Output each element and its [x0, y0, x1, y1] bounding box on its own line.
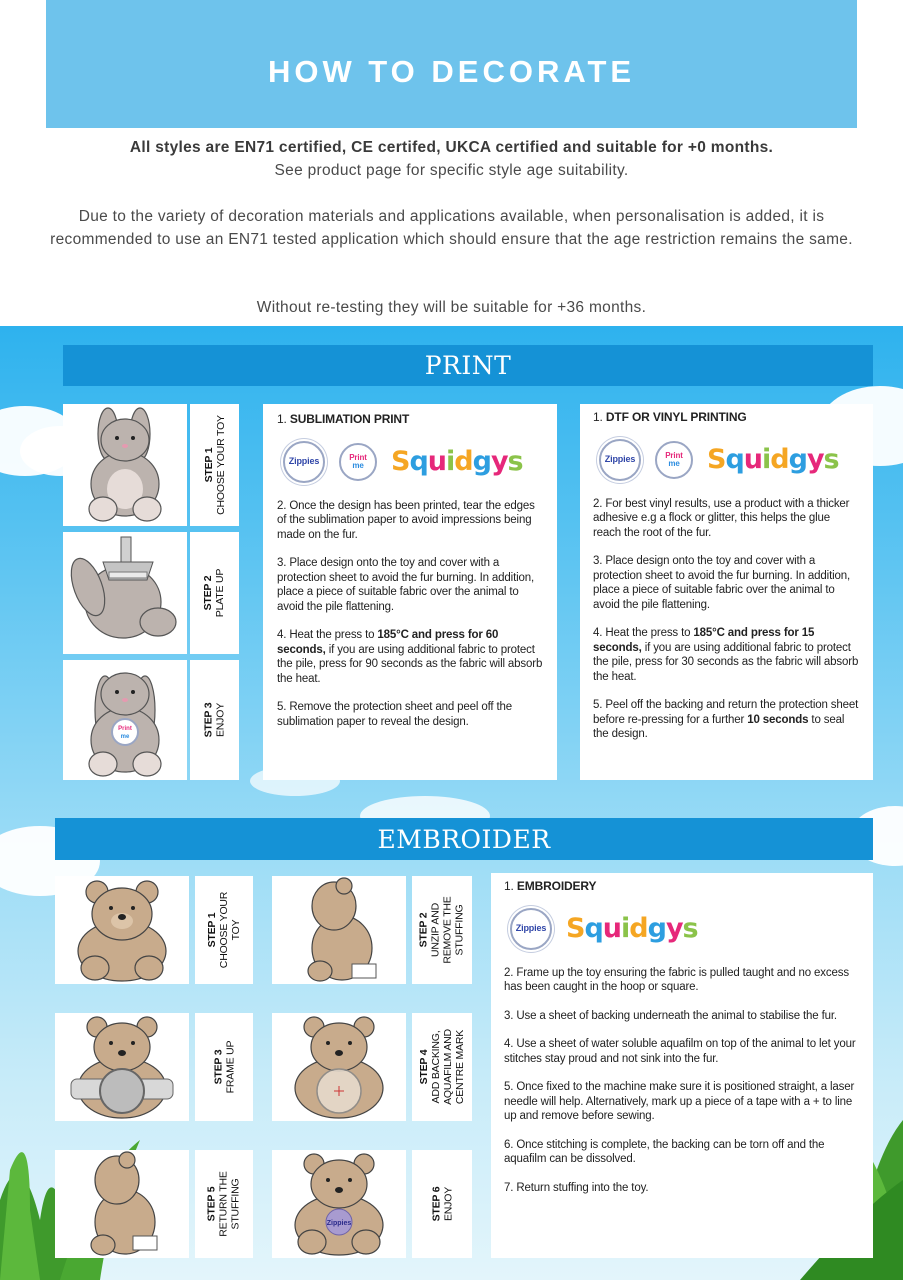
- embroidery-panel: 1. EMBROIDERY Zippies Squidgys 2. Frame up the toy ensuring the fabric is pulled taught and no excess has been caught in the hoop or square. 3. Use a sheet of backing underneath the animal to stabilise the fur. 4. Use a sheet of water soluble aquafilm on top of the animal to let your stitches stay proud and not sink into the fur. 5. Once fixed to the machine make sure it is positioned straight, a laser needle will help. Alternatively, mark up a piece of a tape with a + to line up and remove before sewing. 6. Once stitching is complete, the backing can be torn off and the aquafilm can be dissolved. 7. Return stuffing into the toy.: [491, 873, 873, 1258]
- sublimation-panel: 1. SUBLIMATION PRINT Zippies Print me Squidgys 2. Once the design has been printed, tear the edges of the sublimation paper to avoid impressions being made on the fur. 3. Place design onto the toy and cover with a protection sheet to avoid the fur burning. In addition, place a piece of suitable fabric over the animal to avoid the pile flattening. 4. Heat the press to 185°C and press for 60 seconds, if you are using additional fabric to protect the pile, press for 90 seconds as the fabric will absorb the heat. 5. Remove the protection sheet and peel off the sublimation paper to reveal the design.: [263, 404, 557, 780]
- embroider-section-title: EMBROIDER: [55, 818, 873, 860]
- embroider-step4-label: STEP 4 ADD BACKING, AQUAFILM AND CENTRE MARK: [412, 1013, 472, 1121]
- print-step1-label: STEP 1 CHOOSE YOUR TOY: [190, 404, 239, 526]
- zippies-logo: Zippies: [599, 439, 641, 481]
- print-step3-label: STEP 3 ENJOY: [190, 660, 239, 780]
- age-suitability-line: See product page for specific style age suitability.: [274, 162, 629, 179]
- dtf-brand-logos: [599, 439, 860, 481]
- print-step2-label: STEP 2 PLATE UP: [190, 532, 239, 654]
- print-section-title: PRINT: [63, 345, 873, 386]
- bear-backing-icon: [272, 1013, 406, 1121]
- print-step2-image: [63, 532, 187, 654]
- embroidery-step-5: 5. Once fixed to the machine make sure it is positioned straight, a laser needle will help. Alternatively, mark up a piece of a tape with a + to line up and remove before sewing.: [504, 1081, 855, 1122]
- bear-icon: [55, 876, 189, 984]
- embroidery-step-2: 2. Frame up the toy ensuring the fabric is pulled taught and no excess has been caught in the hoop or square.: [504, 966, 849, 993]
- embroider-step3-label: STEP 3 FRAME UP: [195, 1013, 253, 1121]
- sublimation-step-3: 3. Place design onto the toy and cover with a protection sheet to avoid the fur burning. In addition, place a piece of suitable fabric over the animal to avoid the pile flattening.: [277, 557, 535, 613]
- embroider-step5-image: [55, 1150, 189, 1258]
- embroider-step4-image: [272, 1013, 406, 1121]
- design-badge-text: Zippies: [326, 1220, 352, 1227]
- certification-line: All styles are EN71 certified, CE certifed, UKCA certified and suitable for +0 months.: [129, 139, 774, 156]
- embroider-step2-label: STEP 2 UNZIP AND REMOVE THE STUFFING: [412, 876, 472, 984]
- bear-embroidered-icon: [272, 1150, 406, 1258]
- print-me-mini-top: Print: [118, 726, 132, 732]
- page-title: HOW TO DECORATE: [267, 54, 636, 89]
- embroidery-step-7: 7. Return stuffing into the toy.: [504, 1181, 649, 1194]
- title-banner: [46, 0, 857, 128]
- sublimation-step-5: 5. Remove the protection sheet and peel off the sublimation paper to reveal the design.: [277, 701, 513, 728]
- bunny-with-print-icon: [63, 660, 187, 780]
- sublimation-heading: SUBLIMATION PRINT: [289, 412, 410, 426]
- multiline: CHOOSE YOUR TOY: [218, 891, 242, 969]
- embroider-step3-image: [55, 1013, 189, 1121]
- dtf-vinyl-panel: 1. DTF OR VINYL PRINTING Zippies Print me Squidgys 2. For best vinyl results, use a product with a thicker adhesive e.g a flock or glitter, this helps the glue reach the root of the fur. 3. Place design onto the toy and cover with a protection sheet to avoid the fur burning. In addition, place a piece of suitable fabric over the animal to avoid the pile flattening. 4. Heat the press to 185°C and press for 15 seconds, if you are using additional fabric to protect the pile, press for 30 seconds as the fabric will absorb the heat. 5. Peel off the backing and return the protection sheet before re-pressing for a further 10 seconds to seal the design.: [580, 404, 873, 780]
- squidgys-logo: Squidgys: [707, 443, 839, 475]
- retesting-line: Without re-testing they will be suitable for +36 months.: [256, 299, 647, 316]
- decoration-note: Due to the variety of decoration materials and applications available, when personalisation is added, it is recommended to use an EN71 tested application which should ensure that the age restriction remains the same.: [50, 208, 853, 248]
- embroider-step2-image: [272, 876, 406, 984]
- embroidery-step-6: 6. Once stitching is complete, the backing can be torn off and the aquafilm can be dissolved.: [504, 1138, 825, 1165]
- dtf-heading: DTF OR VINYL PRINTING: [605, 410, 747, 424]
- sublimation-step-2: 2. Once the design has been printed, tear the edges of the sublimation paper to avoid impressions being made on the fur.: [277, 499, 535, 541]
- squidgys-logo: Squidgys: [566, 912, 698, 944]
- embroidery-step-3: 3. Use a sheet of backing underneath the animal to stabilise the fur.: [504, 1009, 837, 1022]
- bear-side-icon: [272, 876, 406, 984]
- embroidery-brand-logos: [510, 908, 860, 950]
- sublimation-brand-logos: [283, 441, 543, 483]
- bunny-heat-press-icon: [63, 532, 187, 654]
- sublimation-step-4: 4. Heat the press to 185°C and press for 60 seconds, if you are using additional fabric to protect the pile, press for 90 seconds as the fabric will absorb the heat.: [277, 629, 543, 685]
- dtf-step-5: 5. Peel off the backing and return the protection sheet before re-pressing for a further 10 seconds to seal the design.: [593, 699, 859, 740]
- dtf-step-4: 4. Heat the press to 185°C and press for 15 seconds, if you are using additional fabric to protect the pile, press for 30 seconds as the fabric will absorb the heat.: [593, 627, 859, 683]
- embroider-step6-label: STEP 6 ENJOY: [412, 1150, 472, 1258]
- zippies-logo: Zippies: [510, 908, 552, 950]
- embroidery-heading: EMBROIDERY: [516, 879, 597, 893]
- bear-framed-icon: [55, 1013, 189, 1121]
- embroider-step5-label: STEP 5 RETURN THE STUFFING: [195, 1150, 253, 1258]
- print-step3-image: [63, 660, 187, 780]
- embroider-step1-label: STEP 1 CHOOSE YOUR TOY: [195, 876, 253, 984]
- dtf-step-2: 2. For best vinyl results, use a product with a thicker adhesive e.g a flock or glitter, this helps the glue reach the root of the fur.: [593, 497, 850, 539]
- print-me-logo: Print me: [339, 443, 377, 481]
- squidgys-logo: Squidgys: [391, 445, 523, 477]
- embroidery-step-4: 4. Use a sheet of water soluble aquafilm on top of the animal to let your stitches stay proud and not sink into the fur.: [504, 1038, 856, 1065]
- print-me-mini-bottom: me: [120, 734, 130, 740]
- dtf-step-3: 3. Place design onto the toy and cover with a protection sheet to avoid the fur burning. In addition, place a piece of suitable fabric over the animal to avoid the pile flattening.: [593, 555, 851, 611]
- bear-side-stuffing-icon: [55, 1150, 189, 1258]
- zippies-logo: Zippies: [283, 441, 325, 483]
- print-step1-image: [63, 404, 187, 526]
- embroider-step6-image: [272, 1150, 406, 1258]
- bunny-icon: [63, 404, 187, 526]
- print-me-logo: Print me: [655, 441, 693, 479]
- embroider-step1-image: [55, 876, 189, 984]
